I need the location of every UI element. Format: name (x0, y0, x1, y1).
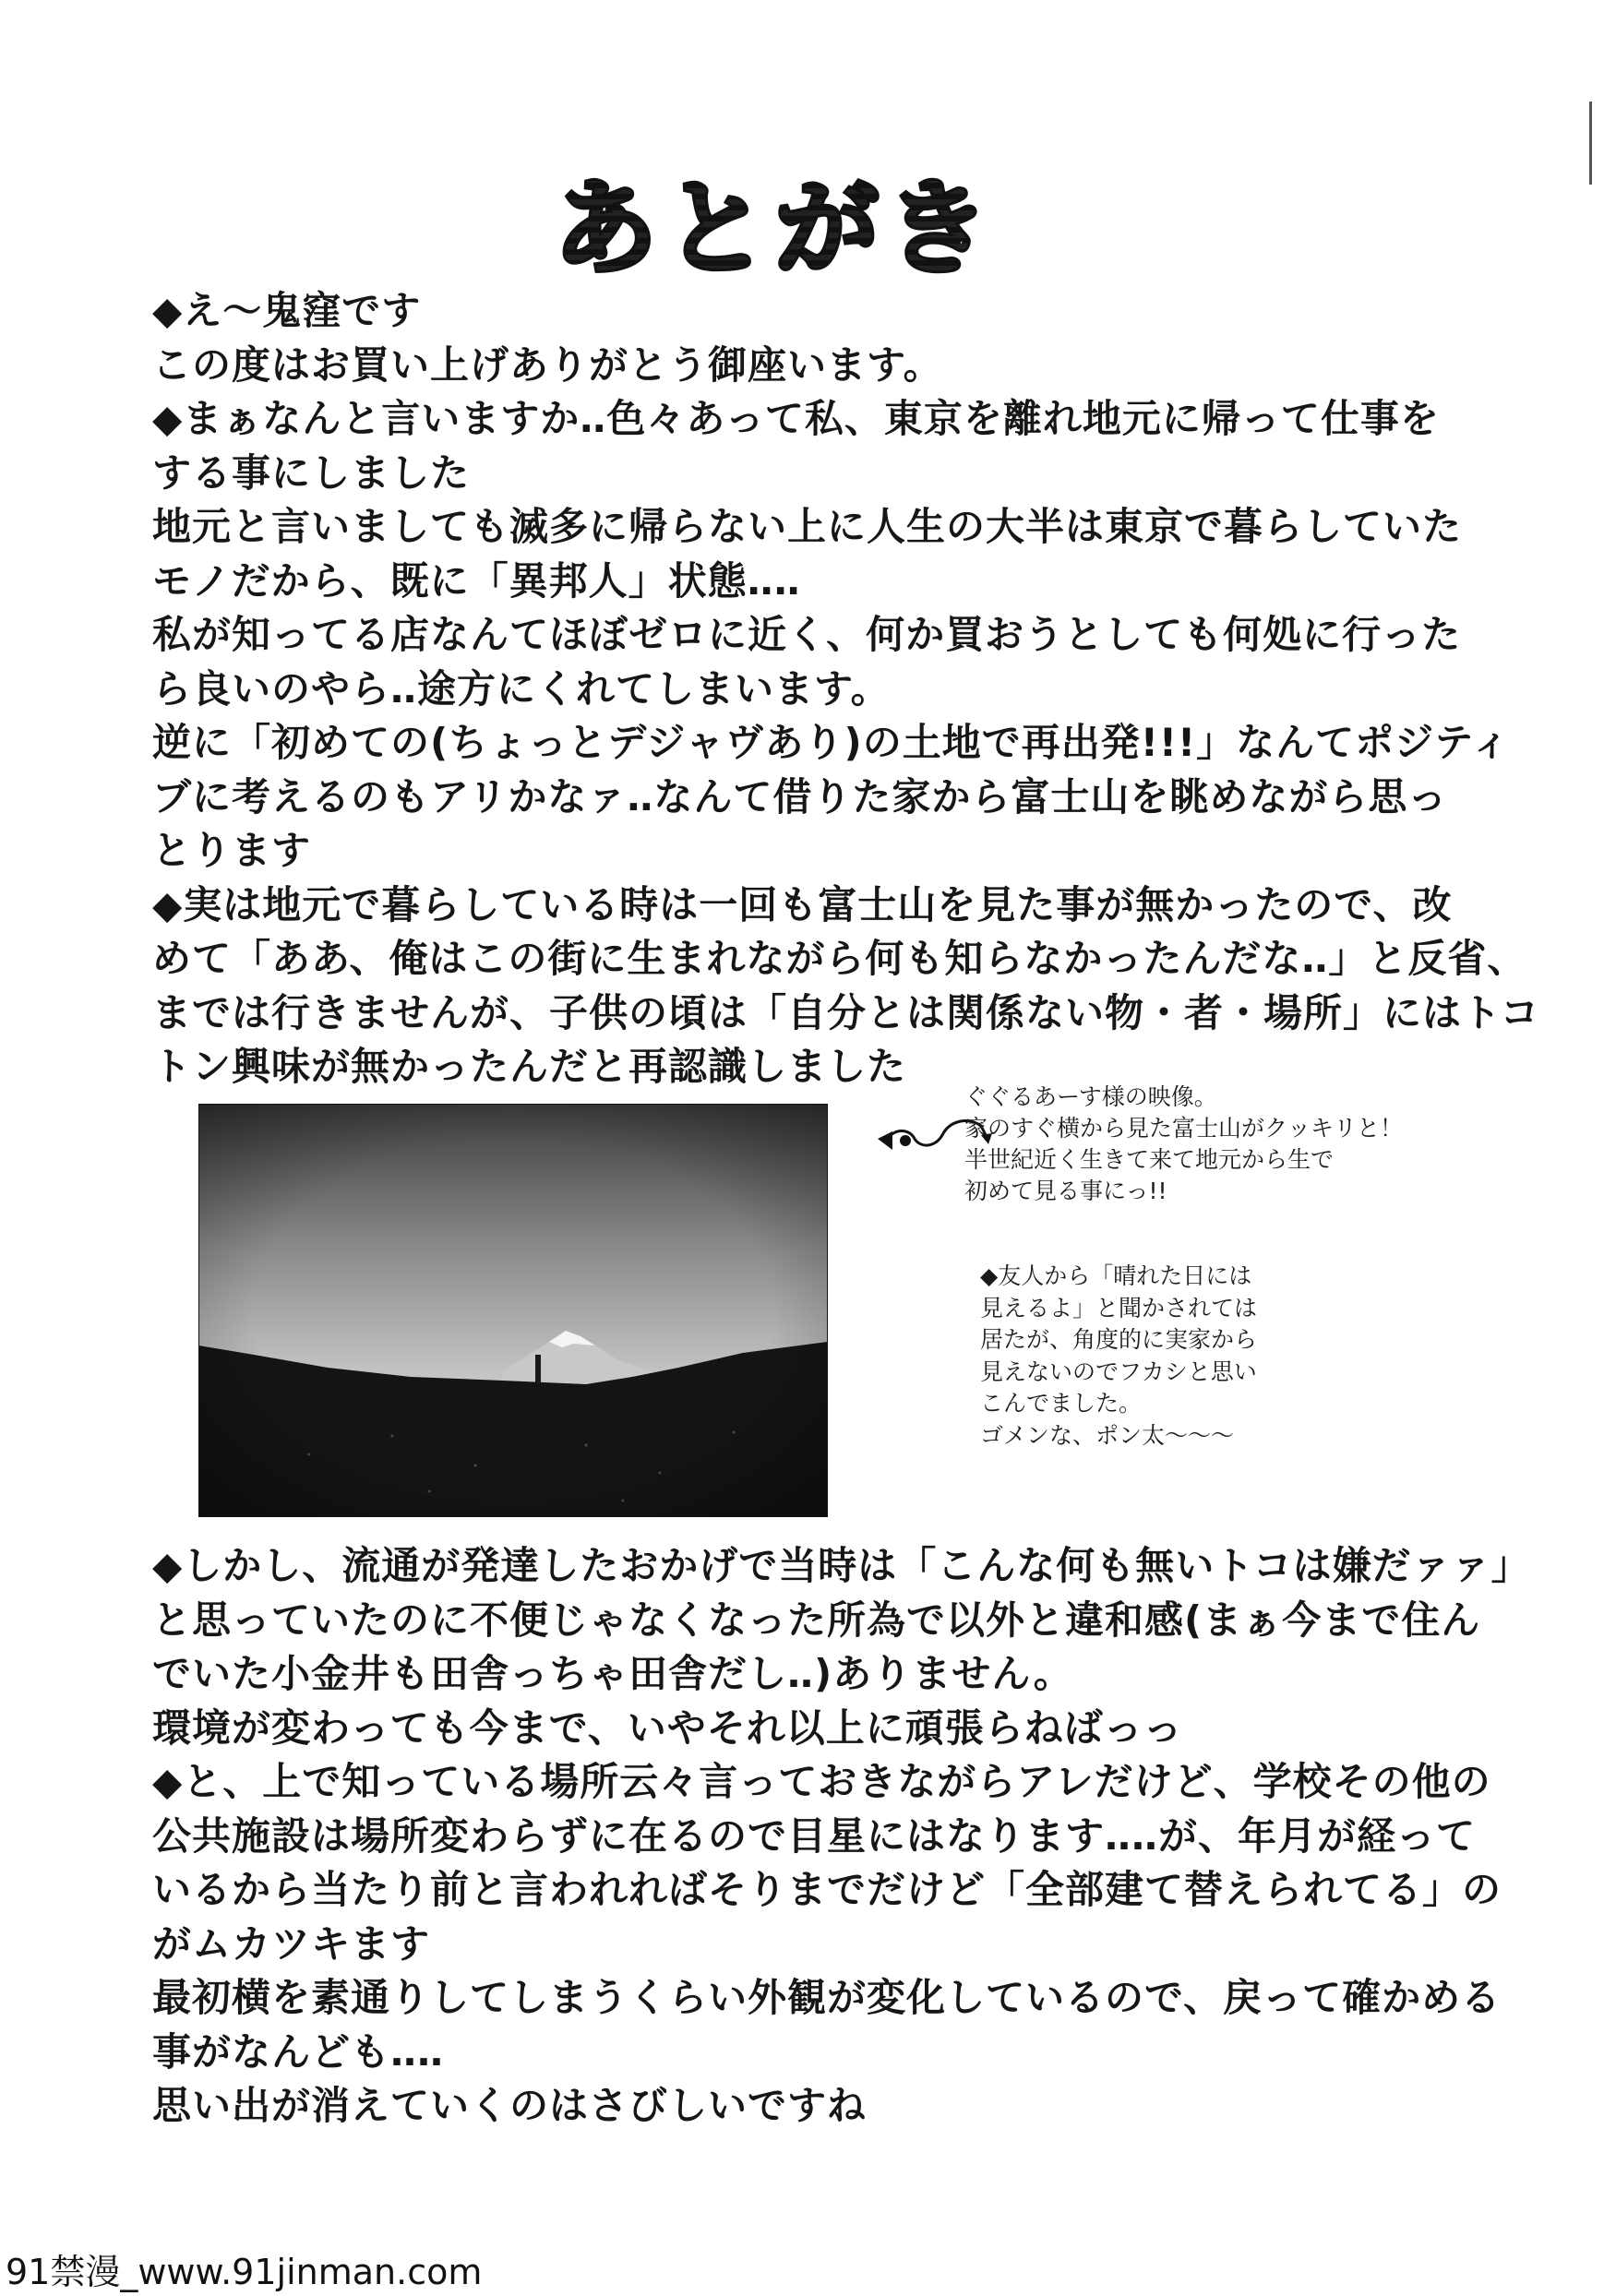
note-line: こんでました。 (980, 1390, 1143, 1417)
text-line: と思っていたのに不便じゃなくなった所為で以外と違和感(まぁ今まで住ん (152, 1596, 1481, 1643)
text-line: ◆しかし、流通が発達したおかげで当時は「こんな何も無いトコは嫌だァァ」 (152, 1543, 1531, 1588)
text-line: ら良いのやら‥途方にくれてしまいます。 (152, 665, 891, 712)
caption-line: 半世紀近く生きて来て地元から生で (964, 1146, 1335, 1173)
caption-line: 初めて見る事にっ!! (964, 1178, 1167, 1204)
text-line: でいた小金井も田舎っちゃ田舎だし‥)ありません。 (152, 1651, 1073, 1696)
title-text: あとがき (554, 169, 997, 289)
page-title (517, 155, 1034, 303)
note-line: 見えるよ」と聞かされては (980, 1294, 1258, 1321)
note-line: 居たが、角度的に実家から (980, 1326, 1258, 1353)
text-line: 事がなんども‥‥ (152, 2028, 445, 2075)
text-line: ブに考えるのもアリかなァ‥なんて借りた家から富士山を眺めながら思っ (152, 773, 1448, 819)
caption-line: 家のすぐ横から見た富士山がクッキリと！ (964, 1115, 1404, 1142)
text-line: 地元と言いましても滅多に帰らない上に人生の大半は東京で暮らしていた (152, 504, 1463, 549)
mount-fuji-photo (198, 1104, 828, 1517)
text-line: 環境が変わっても今まで、いやそれ以上に頑張らねばっっ (152, 1704, 1183, 1751)
text-line: 公共施設は場所変わらずに在るので目星にはなります‥‥が、年月が経って (152, 1812, 1477, 1859)
caption-line: ぐぐるあーす様の映像。 (964, 1083, 1217, 1110)
text-line: めて「ああ、俺はこの街に生まれながら何も知らなかったんだな‥」と反省、 (152, 936, 1527, 981)
text-line: ◆と、上で知っている場所云々言っておきながらアレだけど、学校その他の (152, 1759, 1491, 1804)
text-line: ◆実は地元で暮らしている時は一回も富士山を見た事が無かったので、改 (152, 881, 1453, 927)
text-line: この度はお買い上げありがとう御座います。 (152, 341, 943, 388)
text-line: いるから当たり前と言われればそりまでだけど「全部建て替えられてる」の (152, 1867, 1502, 1912)
text-line: 逆に「初めての(ちょっとデジャヴあり)の土地で再出発!!!」なんてポジティ (152, 720, 1511, 765)
text-line: ◆え～鬼窪です (152, 288, 422, 333)
text-line: 私が知ってる店なんてほぼゼロに近く、何か買おうとしても何処に行った (152, 612, 1462, 657)
text-line: までは行きませんが、子供の頃は「自分とは関係ない物・者・場所」にはトコ (152, 989, 1540, 1035)
text-line: トン興味が無かったんだと再認識しました (152, 1044, 907, 1089)
text-line: 最初横を素通りしてしまうくらい外観が変化しているので、戻って確かめる (152, 1975, 1502, 2020)
text-line: とります (152, 828, 312, 873)
page-edge-mark (1589, 102, 1592, 185)
title-lettering (517, 155, 1034, 303)
text-line: 思い出が消えていくのはさびしいですね (152, 2083, 868, 2128)
watermark-footer: 91禁漫_www.91jinman.com (0, 2248, 545, 2296)
text-line: モノだから、既に「異邦人」状態‥‥ (152, 557, 801, 604)
text-line: ◆まぁなんと言いますか‥色々あって私、東京を離れ地元に帰って仕事を (152, 396, 1440, 441)
note-line: ゴメンな、ポン太〜〜〜 (980, 1421, 1235, 1449)
text-line: する事にしました (152, 449, 471, 496)
note-line: 見えないのでフカシと思い (980, 1357, 1257, 1385)
note-line: ◆友人から「晴れた日には (980, 1262, 1252, 1289)
text-line: がムカツキます (152, 1920, 431, 1967)
